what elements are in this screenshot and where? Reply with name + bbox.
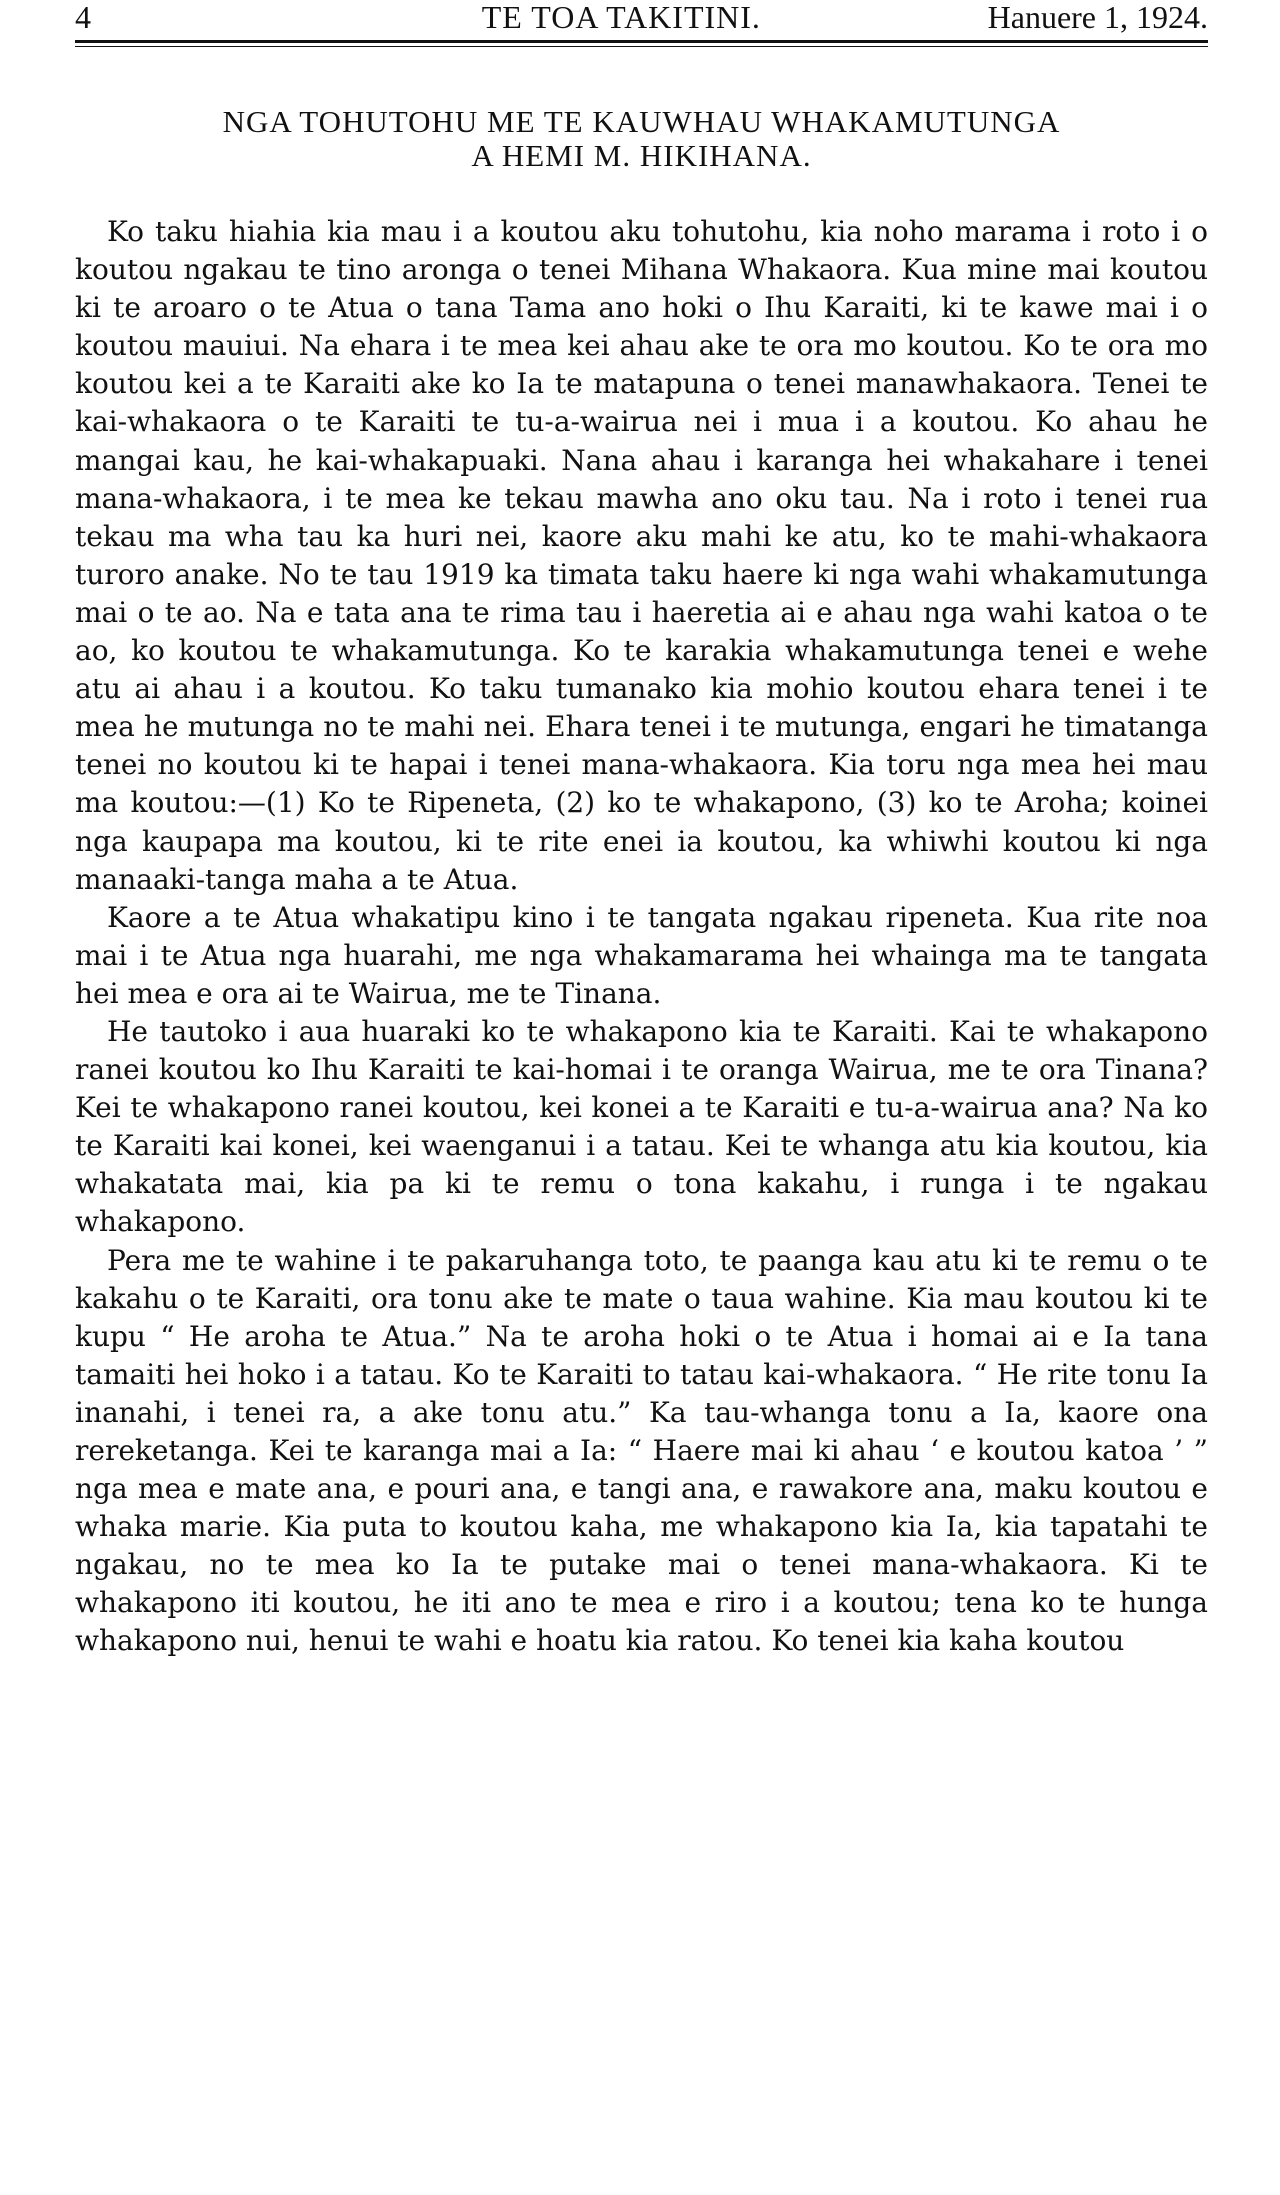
paragraph-3: He tautoko i aua huaraki ko te whakapono kia te Karaiti. Kai te whakapono ranei koutou ko Ihu Karaiti te kai-homai i te oranga Wairua, me te ora Tinana? Kei te whakapono ranei koutou, kei konei a te Karaiti e tu-a-wairua ana? Na ko te Karaiti kai konei, kei waenganui i a tatau. Kei te whanga atu kia koutou, kia whakatata mai, kia pa ki te remu o tona kakahu, i runga i te ngakau whakapono. xyxy=(75,1014,1208,1239)
article-body xyxy=(75,213,1208,1661)
page-number: 4 xyxy=(75,0,91,35)
header-rule-thick xyxy=(75,40,1208,43)
issue-date: Hanuere 1, 1924. xyxy=(987,0,1208,35)
article-title-line-2: A HEMI M. HIKIHANA. xyxy=(471,138,812,173)
paragraph-1: Ko taku hiahia kia mau i a koutou aku tohutohu, kia noho marama i roto i o koutou ngakau te tino aronga o tenei Mihana Whakaora. Kua mine mai koutou ki te aroaro o te Atua o tana Tama ano hoki o Ihu Karaiti, ki te kawe mai i o koutou mauiui. Na ehara i te mea kei ahau ake te ora mo koutou. Ko te ora mo koutou kei a te Karaiti ake ko Ia te matapuna o tenei manawhakaora. Tenei te kai-whakaora o te Karaiti te tu-a-wairua nei i mua i a koutou. Ko ahau he mangai kau, he kai-whakapuaki. Nana ahau i karanga hei whakahare i tenei mana-whakaora, i te mea ke tekau mawha ano oku tau. Na i roto i tenei rua tekau ma wha tau ka huri nei, kaore aku mahi ke atu, ko te mahi-whakaora turoro anake. No te tau 1919 ka timata taku haere ki nga wahi whakamutunga mai o te ao. Na e tata ana te rima tau i haeretia ai e ahau nga wahi katoa o te ao, ko koutou te whakamutunga. Ko te karakia whakamutunga tenei e wehe atu ai ahau i a koutou. Ko taku tumanako kia mohio koutou ehara tenei i te mea he mutunga no te mahi nei. Ehara tenei i te mutunga, engari he timatanga tenei no koutou ki te hapai i tenei mana-whakaora. Kia toru nga mea hei mau ma koutou:—(1) Ko te Ripeneta, (2) ko te whakapono, (3) ko te Aroha; koinei nga kaupapa ma koutou, ki te rite enei ia koutou, ka whiwhi koutou ki nga manaaki-tanga maha a te Atua. xyxy=(75,215,1208,896)
header-rule-thin xyxy=(75,46,1208,47)
article-title xyxy=(75,105,1208,173)
journal-title: TE TOA TAKITINI. xyxy=(481,0,761,35)
paragraph-2: Kaore a te Atua whakatipu kino i te tangata ngakau ripeneta. Kua rite noa mai i te Atua nga huarahi, me nga whakamarama hei whainga ma te tangata hei mea e ora ai te Wairua, me te Tinana. xyxy=(75,900,1208,1010)
running-head xyxy=(75,0,1208,34)
article-title-line-1: NGA TOHUTOHU ME TE KAUWHAU WHAKAMUTUNGA xyxy=(222,104,1061,139)
paragraph-4: Pera me te wahine i te pakaruhanga toto, te paanga kau atu ki te remu o te kakahu o te Karaiti, ora tonu ake te mate o taua wahine. Kia mau koutou ki te kupu “ He aroha te Atua.” Na te aroha hoki o te Atua i homai ai e Ia tana tamaiti hei hoko i a tatau. Ko te Karaiti to tatau kai-whakaora. “ He rite tonu Ia inanahi, i tenei ra, a ake tonu atu.” Ka tau-whanga tonu a Ia, kaore ona rereketanga. Kei te karanga mai a Ia: “ Haere mai ki ahau ‘ e koutou katoa ’ ” nga mea e mate ana, e pouri ana, e tangi ana, e rawakore ana, maku koutou e whaka marie. Kia puta to koutou kaha, me whakapono kia Ia, kia tapatahi te ngakau, no te mea ko Ia te putake mai o tenei mana-whakaora. Ki te whakapono iti koutou, he iti ano te mea e riro i a koutou; tena ko te hunga whakapono nui, henui te wahi e hoatu kia ratou. Ko tenei kia kaha koutou xyxy=(75,1243,1208,1658)
